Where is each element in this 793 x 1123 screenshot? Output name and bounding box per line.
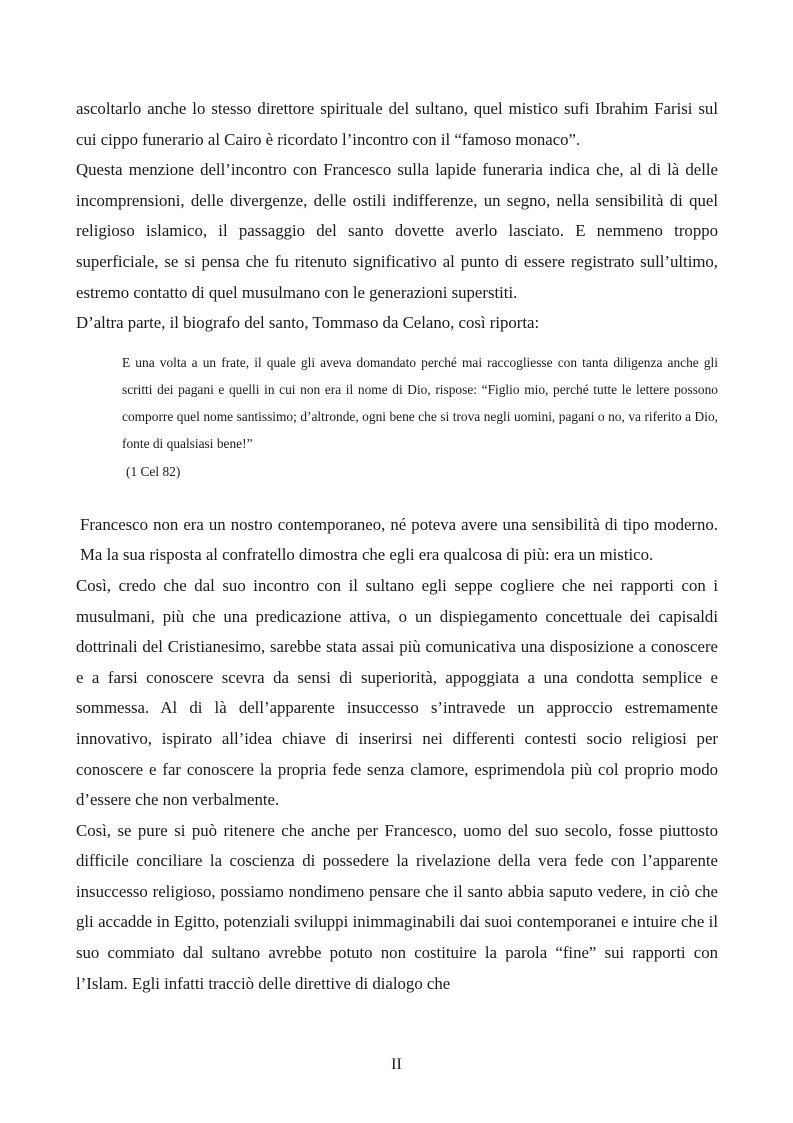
document-body [76,94,718,999]
paragraph-2: Questa menzione dell’incontro con Francesco sulla lapide funeraria indica che, al di là delle incomprensioni, delle divergenze, delle ostili indifferenze, un segno, nella sensibilità di quel religioso islamico, il passaggio del santo dovette averlo lasciato. E nemmeno troppo superficiale, se si pensa che fu ritenuto significativo al punto di essere registrato sull’ultimo, estremo contatto di quel musulmano con le generazioni superstiti. [76,160,718,302]
section-spacer [76,485,718,510]
quote-citation: (1 Cel 82) [126,463,181,479]
page-number: II [391,1056,402,1073]
paragraph-4: Francesco non era un nostro contemporaneo, né poteva avere una sensibilità di tipo moderno. Ma la sua risposta al confratello dimostra che egli era qualcosa di più: era un mistico. [80,514,718,565]
paragraph-6: Così, se pure si può ritenere che anche per Francesco, uomo del suo secolo, fosse piuttosto difficile conciliare la coscienza di possedere la rivelazione della vera fede con l’apparente insuccesso religioso, possiamo nondimeno pensare che il santo abbia saputo vedere, in ciò che gli accadde in Egitto, potenziali sviluppi inimmaginabili dai suoi contemporanei e intuire che il suo commiato dal sultano avrebbe potuto non costituire la parola “fine” sui rapporti con l’Islam. Egli infatti tracciò delle direttive di dialogo che [76,820,718,993]
paragraph-3: D’altra parte, il biografo del santo, Tommaso da Celano, così riporta: [76,313,540,333]
paragraph-1: ascoltarlo anche lo stesso direttore spirituale del sultano, quel mistico sufi Ibrahim Farisi sul cui cippo funerario al Cairo è ricordato l’incontro con il “famoso monaco”. [76,99,718,149]
block-quote: E una volta a un frate, il quale gli aveva domandato perché mai raccogliesse con tanta diligenza anche gli scritti dei pagani e quelli in cui non era il nome di Dio, rispose: “Figlio mio, perché tutte le lettere possono comporre quel nome santissimo; d’altronde, ogni bene che si trova negli uomini, pagani o no, va riferito a Dio, fonte di qualsiasi bene!” [122,354,718,452]
paragraph-5: Così, credo che dal suo incontro con il sultano egli seppe cogliere che nei rapporti con i musulmani, più che una predicazione attiva, o un dispiegamento concettuale dei capisaldi dottrinali del Cristianesimo, sarebbe stata assai più comunicativa una disposizione a conoscere e a farsi conoscere scevra da sensi di superiorità, appoggiata a una condotta semplice e sommessa. Al di là dell’apparente insuccesso s’intravede un approccio estremamente innovativo, ispirato all’idea chiave di inserirsi nei differenti contesti socio religiosi per conoscere e far conoscere la propria fede senza clamore, esprimendola più col proprio modo d’essere che non verbalmente. [76,575,718,810]
